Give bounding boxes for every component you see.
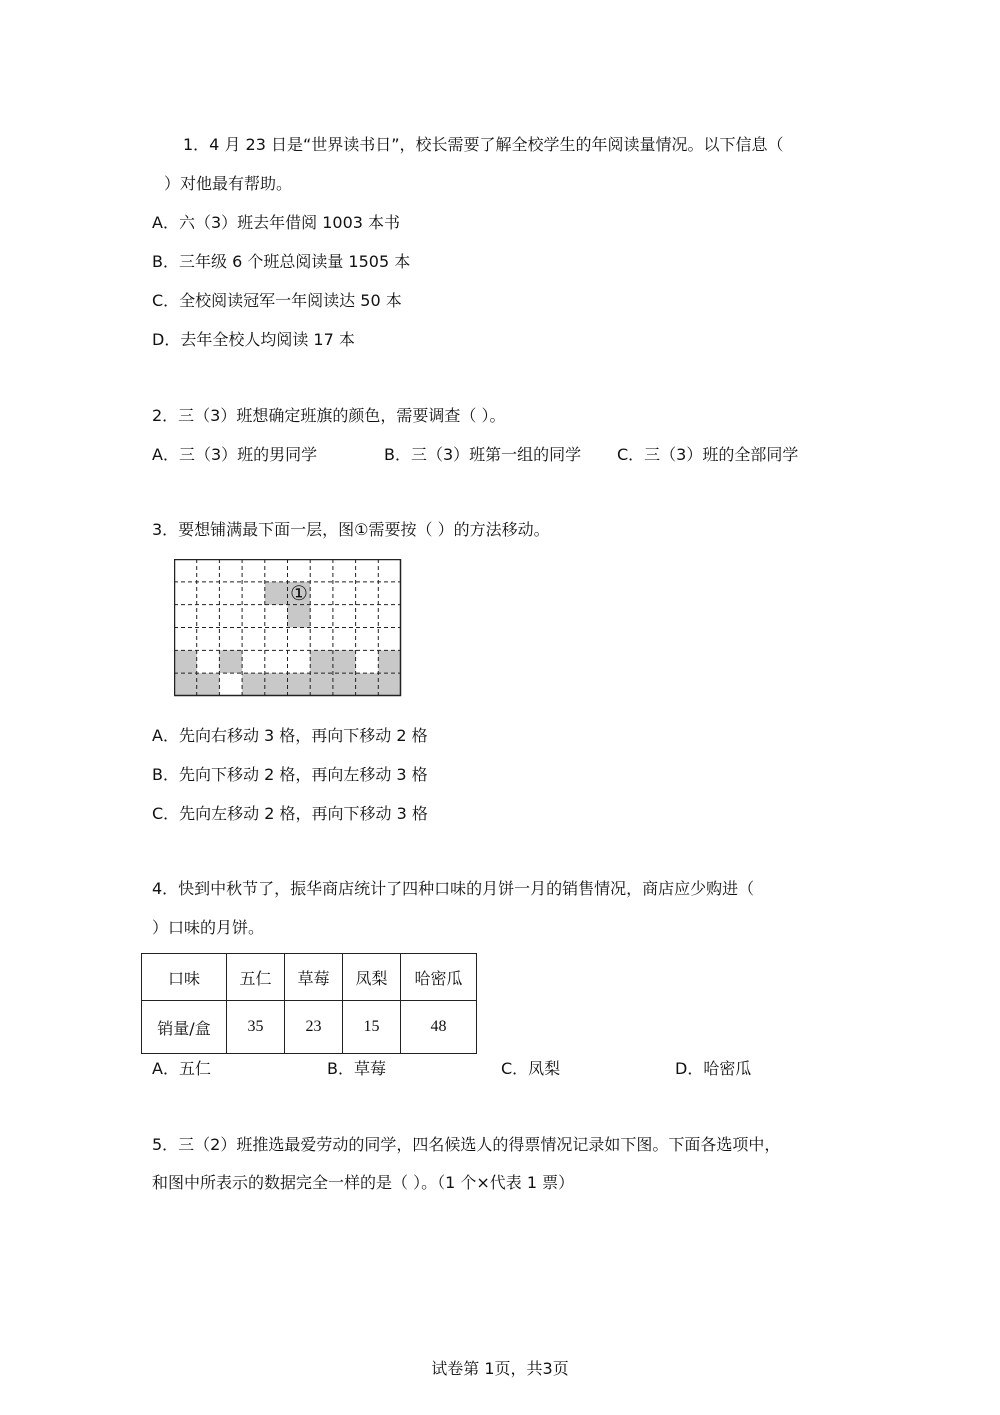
table-header-cell: 五仁 xyxy=(227,954,285,1001)
q3-option-b[interactable]: B．先向下移动 2 格，再向左移动 3 格 xyxy=(152,765,428,784)
q1-option-d[interactable]: D．去年全校人均阅读 17 本 xyxy=(152,330,355,349)
q2-option-a[interactable]: A．三（3）班的男同学 xyxy=(152,445,318,464)
sales-table xyxy=(141,953,477,1054)
shaded-cell xyxy=(242,673,265,696)
table-row xyxy=(142,1001,477,1054)
q4-option-c[interactable]: C．凤梨 xyxy=(501,1059,561,1078)
q4-stem-line1: 4．快到中秋节了，振华商店统计了四种口味的月饼一月的销售情况，商店应少购进（ xyxy=(152,879,755,898)
shaded-cell xyxy=(265,673,288,696)
q3-option-c[interactable]: C．先向左移动 2 格，再向下移动 3 格 xyxy=(152,804,428,823)
q1-stem-line1: 1．4 月 23 日是“世界读书日”，校长需要了解全校学生的年阅读量情况。以下信息（ xyxy=(183,135,784,154)
q1-stem-line2: ）对他最有帮助。 xyxy=(164,174,293,193)
q4-option-d[interactable]: D．哈密瓜 xyxy=(675,1059,752,1078)
q1-option-b[interactable]: B．三年级 6 个班总阅读量 1505 本 xyxy=(152,252,411,271)
q2-option-b[interactable]: B．三（3）班第一组的同学 xyxy=(384,445,582,464)
table-header-cell: 哈密瓜 xyxy=(401,954,477,1001)
shaded-cell xyxy=(265,582,288,605)
shaded-cell xyxy=(356,673,379,696)
shaded-cell xyxy=(378,650,401,673)
shaded-cell xyxy=(288,673,311,696)
q4-option-a[interactable]: A．五仁 xyxy=(152,1059,211,1078)
figure-1-label: ① xyxy=(290,581,308,605)
shaded-cell xyxy=(288,605,311,628)
table-cell: 销量/盒 xyxy=(142,1001,227,1054)
grid-figure xyxy=(174,559,402,697)
q2-stem: 2．三（3）班想确定班旗的颜色，需要调查（ ）。 xyxy=(152,406,506,425)
table-header-cell: 凤梨 xyxy=(343,954,401,1001)
table-cell: 23 xyxy=(285,1001,343,1054)
q2-option-c[interactable]: C．三（3）班的全部同学 xyxy=(617,445,799,464)
table-header-cell: 口味 xyxy=(142,954,227,1001)
shaded-cell xyxy=(333,673,356,696)
table-header-row xyxy=(142,954,477,1001)
q3-option-a[interactable]: A．先向右移动 3 格，再向下移动 2 格 xyxy=(152,726,428,745)
q3-stem: 3．要想铺满最下面一层，图①需要按（ ）的方法移动。 xyxy=(152,520,550,539)
table-cell: 48 xyxy=(401,1001,477,1054)
shaded-cell xyxy=(197,673,220,696)
shaded-cell xyxy=(174,673,197,696)
table-header-cell: 草莓 xyxy=(285,954,343,1001)
shaded-cell xyxy=(219,650,242,673)
table-cell: 35 xyxy=(227,1001,285,1054)
q4-stem-line2: ）口味的月饼。 xyxy=(152,918,265,937)
q1-option-c[interactable]: C．全校阅读冠军一年阅读达 50 本 xyxy=(152,291,402,310)
q1-option-a[interactable]: A．六（3）班去年借阅 1003 本书 xyxy=(152,213,401,232)
q5-stem-line1: 5．三（2）班推选最爱劳动的同学，四名候选人的得票情况记录如下图。下面各选项中， xyxy=(152,1135,781,1154)
shaded-cell xyxy=(378,673,401,696)
q4-option-b[interactable]: B．草莓 xyxy=(327,1059,386,1078)
shaded-cell xyxy=(310,673,333,696)
shaded-cell xyxy=(333,650,356,673)
shaded-cell xyxy=(310,650,333,673)
q5-stem-line2: 和图中所表示的数据完全一样的是（ ）。（1 个×代表 1 票） xyxy=(152,1173,575,1192)
page-footer: 试卷第 1页，共3页 xyxy=(431,1359,569,1378)
table-cell: 15 xyxy=(343,1001,401,1054)
shaded-cell xyxy=(174,650,197,673)
